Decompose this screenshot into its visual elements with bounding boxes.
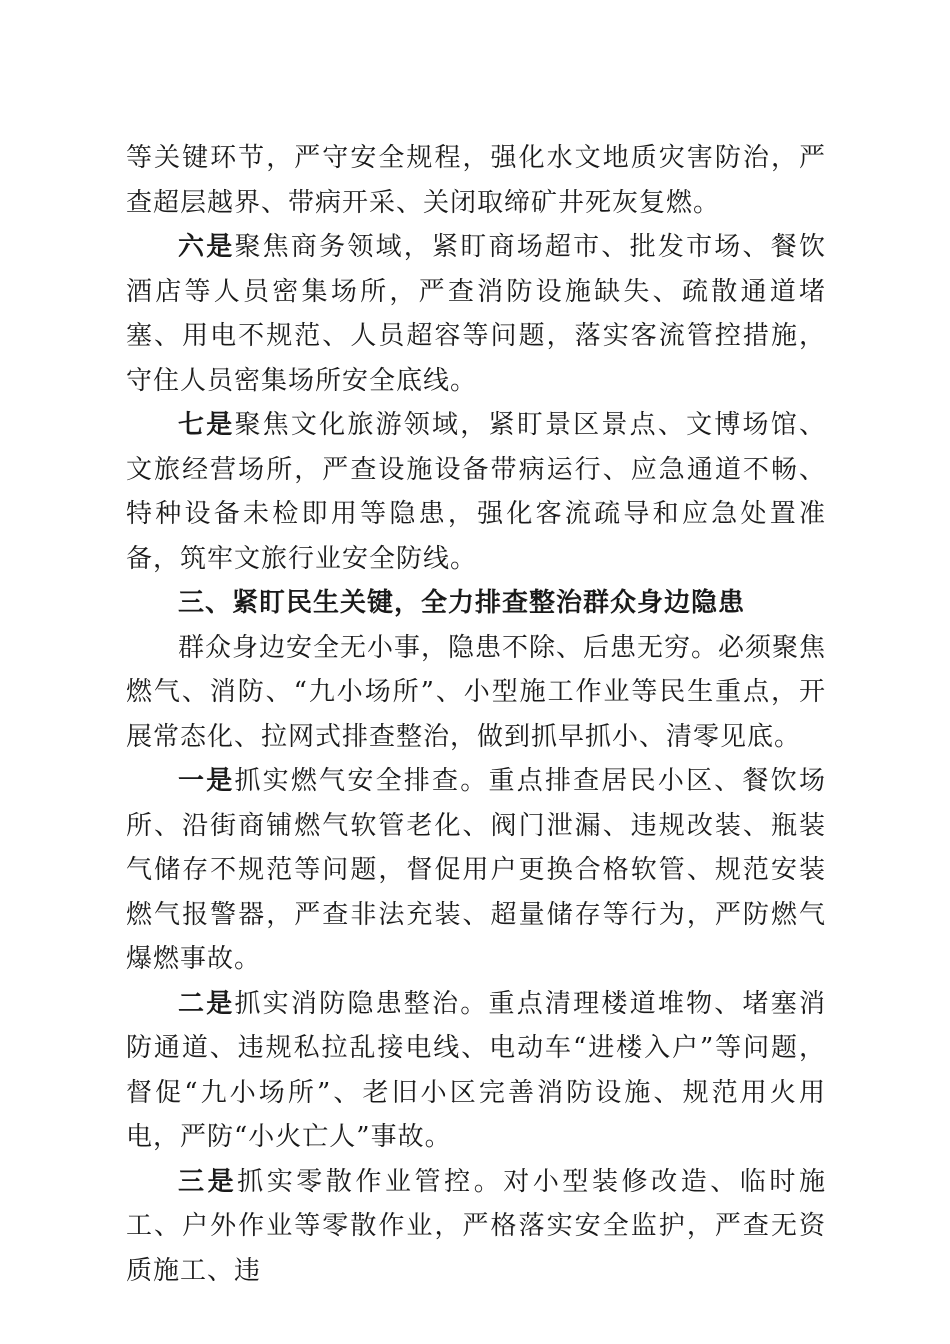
paragraph-intro <box>126 626 826 760</box>
paragraph-text: 等关键环节，严守安全规程，强化水文地质灾害防治，严查超层越界、带病开采、关闭取缔矿井死灰复燃。 <box>126 143 826 218</box>
paragraph-item-three <box>126 1160 826 1294</box>
paragraph-continuation <box>126 136 826 225</box>
paragraph-text: 抓实零散作业管控。对小型装修改造、临时施工、户外作业等零散作业，严格落实安全监护，严查无资质施工、违 <box>126 1166 826 1286</box>
paragraph-text: 聚焦文化旅游领域，紧盯景区景点、文博场馆、文旅经营场所，严查设施设备带病运行、应急通道不畅、特种设备未检即用等隐患，强化客流疏导和应急处置准备，筑牢文旅行业安全防线。 <box>126 410 826 574</box>
paragraph-text: 抓实燃气安全排查。重点排查居民小区、餐饮场所、沿街商铺燃气软管老化、阀门泄漏、违规改装、瓶装气储存不规范等问题，督促用户更换合格软管、规范安装燃气报警器，严查非法充装、超量储存等行为，严防燃气爆燃事故。 <box>126 766 826 974</box>
paragraph-lead: 六是 <box>178 232 235 262</box>
paragraph-lead: 一是 <box>178 766 235 796</box>
document-body <box>126 136 826 1293</box>
paragraph-text: 聚焦商务领域，紧盯商场超市、批发市场、餐饮酒店等人员密集场所，严查消防设施缺失、疏散通道堵塞、用电不规范、人员超容等问题，落实客流管控措施，守住人员密集场所安全底线。 <box>126 232 826 396</box>
paragraph-item-two <box>126 982 826 1160</box>
paragraph-text: 抓实消防隐患整治。重点清理楼道堆物、堵塞消防通道、违规私拉乱接电线、电动车“进楼入户”等问题，督促“九小场所”、老旧小区完善消防设施、规范用火用电，严防“小火亡人”事故。 <box>126 988 826 1152</box>
paragraph-item-six <box>126 225 826 403</box>
section-heading-text: 三、紧盯民生关键，全力排查整治群众身边隐患 <box>178 588 746 618</box>
paragraph-lead: 二是 <box>178 988 235 1019</box>
paragraph-item-one <box>126 759 826 982</box>
paragraph-lead: 三是 <box>178 1166 238 1197</box>
paragraph-text: 群众身边安全无小事，隐患不除、后患无穷。必须聚焦燃气、消防、“九小场所”、小型施工作业等民生重点，开展常态化、拉网式排查整治，做到抓早抓小、清零见底。 <box>126 632 827 752</box>
paragraph-item-seven <box>126 403 826 581</box>
section-heading <box>126 581 826 626</box>
paragraph-lead: 七是 <box>178 410 235 440</box>
